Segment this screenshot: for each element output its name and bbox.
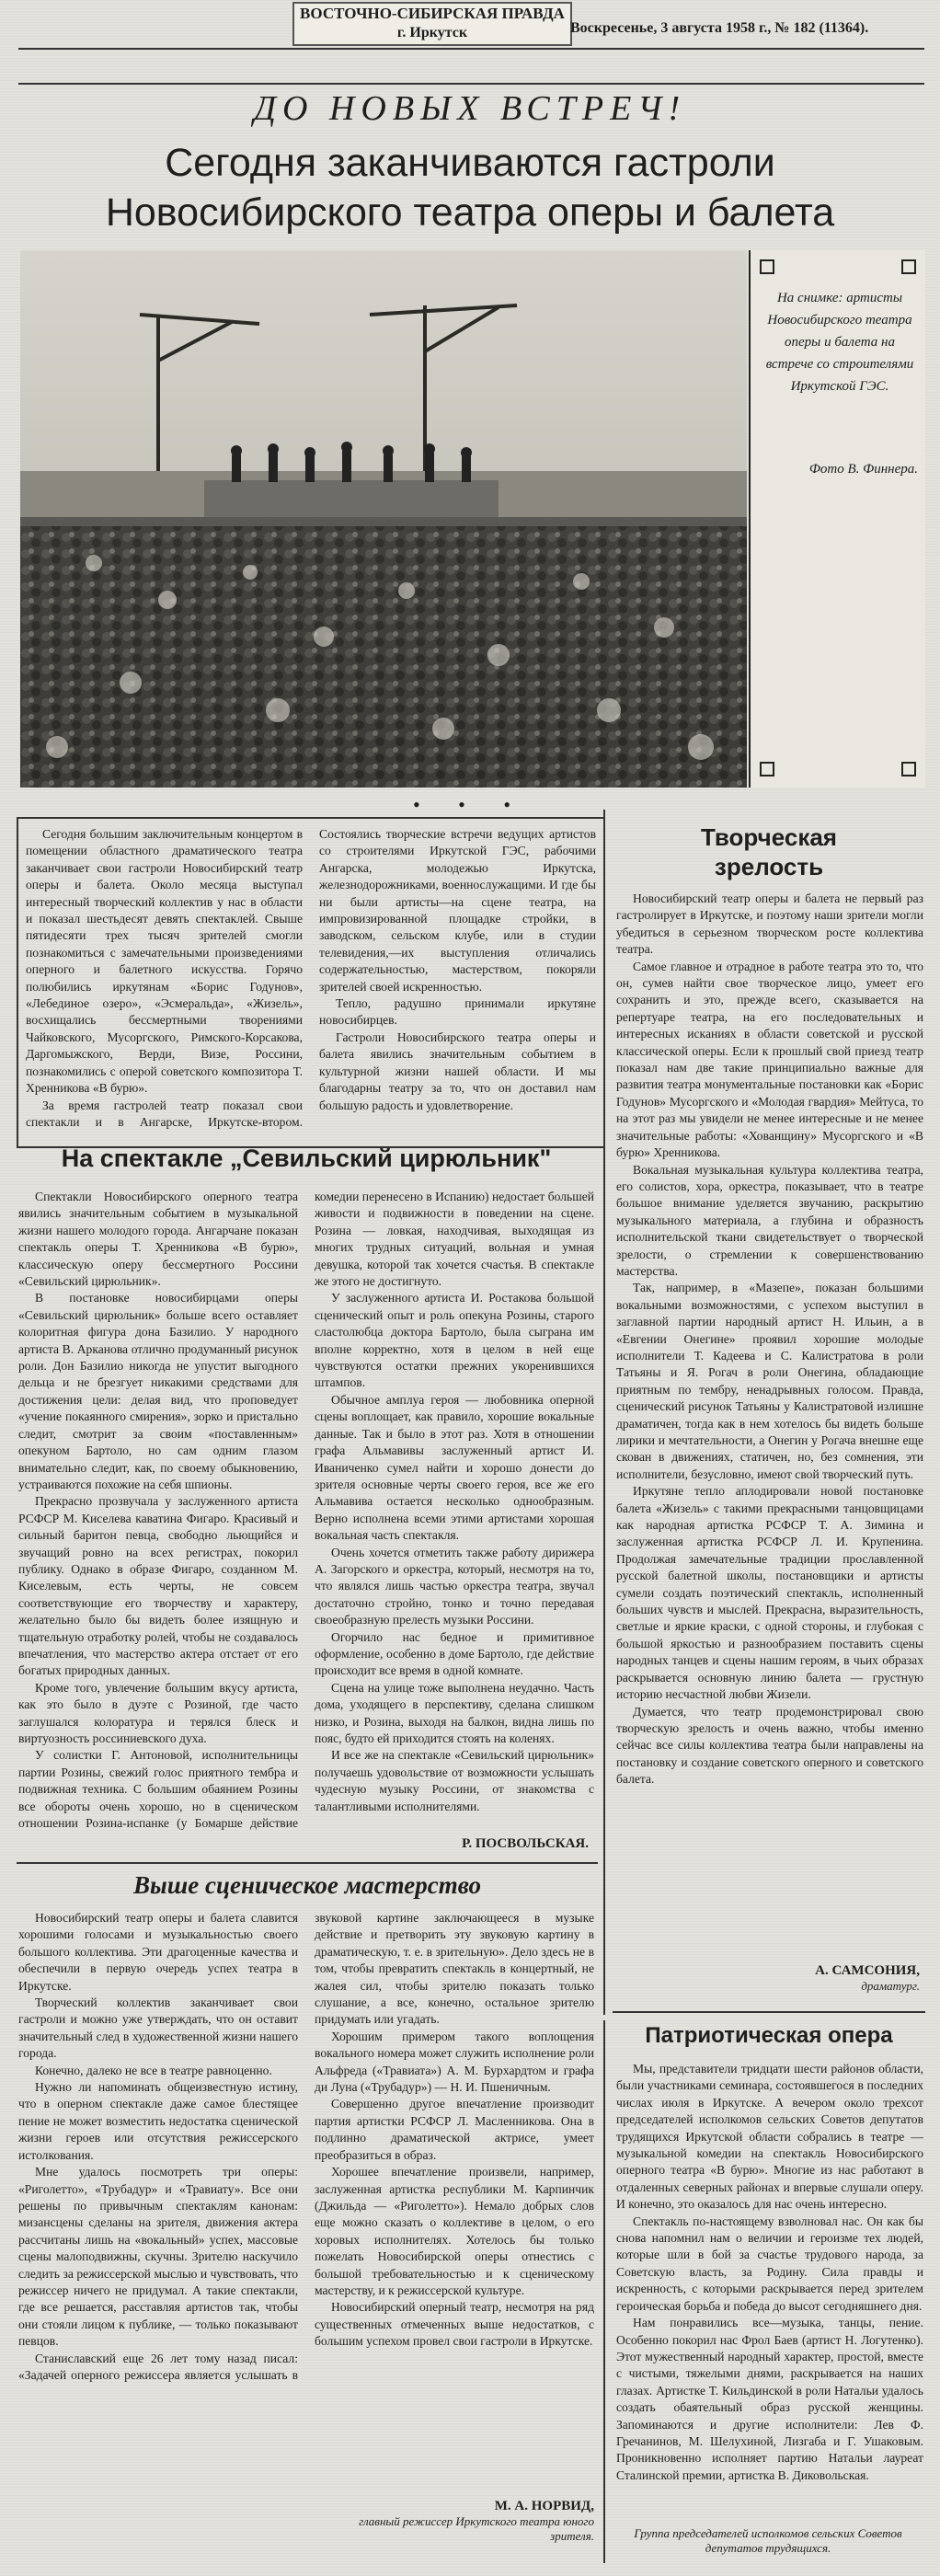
stage-paragraph: Нужно ли напоминать общеизвестную истину, что в оперном спектакле даже самое блестящее пение не может возместить недостатка сценической жизни героев или отсутствия режиссерского истолкования. — [18, 2080, 298, 2162]
maturity-paragraph: Вокальная музыкальная культура коллектива театра, его солистов, хора, оркестра, показывает, что в театре большое внимание уделяется звучанию, раскрытию музыкального материала, а глубина и образность исполнительской ткани свидетельствует о творческой зрелости, о стремлении к совершенствованию мастерства. — [616, 1162, 923, 1278]
barber-paragraph: Спектакли Новосибирского оперного театра явились значительным событием в музыкальной жизни нашего молодого города. Ангарчане показан спектакль оперы Т. Хренникова «В бурю», классическую оперу бессмертного Россини «Севильский цирюльник». — [18, 1190, 298, 1289]
headline-line-1: Сегодня заканчиваются гастроли — [165, 141, 775, 185]
stage-paragraph: Новосибирский оперный театр, несмотря на ряд существенных отмеченных выше недостатков, с большим успехом провел свои гастроли в Иркутске. — [315, 2300, 594, 2349]
barber-paragraph: У заслуженного артиста И. Ростакова большой сценический опыт и роль опекуна Розины, старого сластолюбца доктора Бартоло, была сыграна им вполне корректно, хотя в целом в ней еще чувствуются остатки прежних укоренившихся штампов. — [315, 1291, 594, 1390]
intro-paragraph: Тепло, радушно принимали иркутяне новосибирцев. — [319, 996, 596, 1028]
crowd-heads — [20, 526, 747, 788]
dateline: Воскресенье, 3 августа 1958 г., № 182 (11364). — [570, 20, 869, 36]
barber-paragraph: В постановке новосибирцами оперы «Севильский цирюльник» больше всего оставляет колоритная фигура дона Базилио. У народного артиста В. Арканова отлично продуманный рисунок роли. Дон Базилио никогда не упустит выгодного дельца и не брезгует никакими средствами для достижения цели: делая вид, что проповедует «учение покаянного смирения», зорко и пристально следит, смотрит за своим «поставленным» опекуном Бартоло, но сам одним глазом внимательно следит, как, по своему обыкновению, устраиваются похожие на себя шпионы. — [18, 1291, 298, 1491]
column-rule — [603, 2020, 605, 2563]
intro-box — [17, 817, 605, 1148]
barber-paragraph: И все же на спектакле «Севильский цирюльник» получаешь удовольствие от возможности услышать чудесную музыку Россини, от знакомства с талантливыми исполнителями. — [315, 1748, 594, 1813]
barber-paragraph: Очень хочется отметить также работу дирижера А. Загорского и оркестра, который, несмотря на то, что являлся лишь частью оркестра театра, звучал достаточно стройно, тонко и точно передавая своеобразную прелесть музыки Россини. — [315, 1545, 594, 1627]
maturity-paragraph: Новосибирский театр оперы и балета не первый раз гастролирует в Иркутске, и поэтому наши зрители могли убедиться в серьезном творческом росте коллектива театра. — [616, 891, 923, 957]
paper-name: ВОСТОЧНО-СИБИРСКАЯ ПРАВДА — [300, 5, 565, 22]
headline — [0, 138, 940, 237]
caption-corner-square — [760, 259, 774, 274]
maturity-title-line-1: Творческая — [701, 823, 837, 851]
maturity-author-role: драматург. — [861, 1979, 920, 1993]
concert-photo — [20, 250, 747, 788]
barber-paragraph: Огорчило нас бедное и примитивное оформление, особенно в доме Бартоло, где действие происходит все время в одной комнате. — [315, 1629, 594, 1678]
stage-paragraph: Хорошее впечатление произвели, например, заслуженная артистка республики М. Карпинчик (Джильда — «Риголетто»). Немало добрых слов еще можно сказать о коллективе в целом, о его хоровых исполнителях. Хотелось бы только пожелать Новосибирской оперы отнестись с большой требовательностью и к сценическому мастерству, и к режиссерской культуре. — [315, 2165, 594, 2297]
patriotic-paragraph: Мы, представители тридцати шести районов области, были участниками семинара, состоявшегося в последних числах июля в Иркутске. А вечером около трехсот председателей исполкомов сельских Советов депутатов трудящихся Иркутской области собрались в театре — музыкальной комедии на спектакль Новосибирского оперного театра «В бурю». Многие из нас работают в отдаленных северных районах и впервые слушали оперу. И конечно, это оказалось для нас очень интересно. — [616, 2062, 923, 2212]
maturity-title — [613, 822, 925, 881]
section-rule — [613, 2011, 925, 2013]
maturity-body — [616, 891, 923, 1958]
caption-corner-square — [901, 762, 916, 776]
stage-paragraph: Станиславский еще 26 лет тому назад писал: «Задачей оперного режиссера является услышать в звуковой картине заключающееся в музыке действие и претворить эту звуковую картину в драматическую, т. е. в зрительную». Дело здесь не в том, чтобы превратить спектакль в концертный, не жалея сил, чтобы зрителю показать только слушание, а все, конечно, остальное зрителю придумать или угадать. — [18, 1911, 594, 2382]
kicker-rule — [18, 83, 924, 85]
intro-paragraph: За время гастролей театр показал свои спектакли и в Ангарске, Иркутске-втором. Состоялись творческие встречи ведущих артистов со строителями Иркутской ГЭС, рабочими Ангарска, молодежью Иркутска, железнодорожниками, военнослужащими. И где бы ни были артисты—на сцене театра, на импровизированной площадке стройки, в заводском, сельском клубе, или в студии телевидения,—их выступления отличались содержательностью, мастерством, покоряли зрителей своей искренностью. — [26, 827, 596, 1129]
maturity-paragraph: Думается, что театр продемонстрировал свою творческую зрелость и очень важно, чтобы именно сейчас все силы коллектива театра были направлены на постановку и создание советского оперного и советского балета. — [616, 1704, 923, 1787]
intro-paragraph: Сегодня большим заключительным концертом в помещении областного драматического театра заканчивает свои гастроли Новосибирский театр оперы и балета. Около месяца выступал интересный творческий коллектив у нас в области и показал шестьдесят девять спектаклей. Свыше пятидесяти трех тысяч зрителей смогли познакомиться с замечательными произведениями оперного и балетного искусства. Горячо полюбились иркутянам «Борис Годунов», «Лебединое озеро», «Эсмеральда», «Жизель», восхищались бессмертными творениями Чайковского, Мусоргского, Римского-Корсакова, Даргомыжского, Верди, Визе, Россини, познакомились с оперой советского композитора Т. Хренникова «В бурю». — [26, 827, 303, 1096]
patriotic-body — [616, 2061, 923, 2521]
photo-credit: Фото В. Финнера. — [808, 462, 918, 477]
masthead-stamp — [292, 2, 572, 46]
stage-paragraph: Творческий коллектив заканчивает свои гастроли и можно уже утверждать, что он оставит значительный след в художественной жизни нашего города. — [18, 1995, 298, 2061]
caption-corner-square — [760, 762, 774, 776]
maturity-author: А. САМСОНИЯ, — [815, 1963, 920, 1978]
stage-body — [18, 1910, 594, 2495]
patriotic-paragraph: Спектакль по-настоящему взволновал нас. Он как бы снова напомнил нам о величии и героизме тех людей, которые шли в бой за счастье трудового народа, за Советскую власть, за Родину. Сила правды и искренность, с которыми раскрывается перед зрителем героическая борьба и победа до высот сегодняшнего дня. — [616, 2214, 923, 2313]
maturity-title-line-2: зрелость — [714, 853, 824, 880]
headline-line-2: Новосибирского театра оперы и балета — [105, 190, 835, 235]
section-rule — [17, 1862, 598, 1864]
stage-author-role: главный режиссер Иркутского театра юного зрителя. — [359, 2514, 594, 2543]
barber-body — [18, 1189, 594, 1833]
barber-paragraph: Прекрасно прозвучала у заслуженного артиста РСФСР М. Киселева каватина Фигаро. Красивый и сильный баритон певца, свободно льющийся и звучащий ровно на всех регистрах, покорил публику. Однако в образе Фигаро, созданном М. Киселевым, есть черты, не совсем соответствующие его творчеству и характеру, желательно было бы видеть более изящную и тщательную отработку ролей, чтобы не создавалось впечатления, что мастерство актера отстает от его богатых природных данных. — [18, 1494, 298, 1678]
maturity-signature — [616, 1963, 920, 1994]
stage-paragraph: Новосибирский театр оперы и балета славится хорошими голосами и музыкальностью своего большого коллектива. Эти драгоценные качества и обеспечили в первую очередь успех театра в Иркутске. — [18, 1911, 298, 1993]
barber-paragraph: Обычное амплуа героя — любовника оперной сцены воплощает, как правило, хорошие вокальные данные. Так и было в этот раз. Хотя в отношении графа Альмавивы заслуженный артист И. Иваниченко сумел найти и хорошо донести до зрителя основные черты своего героя, все же его Альмавива остается несколько однообразным. Верно исполнена всеми этими артистами хорошая вокальная часть спектакля. — [315, 1392, 594, 1543]
intro-paragraph: Гастроли Новосибирского театра оперы и балета явились значительным событием в культурной жизни нашей области. И мы благодарны театру за то, что он доставил нам большую радость и удовлетворение. — [319, 1029, 596, 1112]
patriotic-signature: Группа председателей исполкомов сельских Советов депутатов трудящихся. — [634, 2526, 902, 2555]
barber-paragraph: У солистки Г. Антоновой, исполнительницы партии Розины, свежий голос приятного тембра и подвижная техника. С большим обаянием Розины все обороты очень хорошо, но в сценическом отношении Розина-испанке (у Бомарше действие комедии перенесено в Испанию) недостает большей живости и подвижности в поведении на сцене. Розина — ловкая, находчивая, выходящая из многих трудных ситуаций, вольная и умная девушка, которой так хочется счастья. В спектакле же этого не достигнуто. — [18, 1190, 594, 1831]
photo-caption: На снимке: артисты Новосибирского театра оперы и балета на встрече со строителями Иркутской ГЭС. — [765, 291, 914, 394]
stage-title: Выше сценическое мастерство — [133, 1871, 481, 1899]
stage-paragraph: Хорошим примером такого воплощения вокального номера может служить исполнение роли Альфреда («Травиата») А. М. Бурхардтом и графа ди Луна («Трубадур») — Н. И. Пшеничным. — [315, 2029, 594, 2095]
barber-paragraph: Сцена на улице тоже выполнена неудачно. Часть дома, уходящего в перспективу, сделана слишком низко, и Розина, выходя на балкон, видна лишь по пояс, будто ей приходится стоять на коленях. — [315, 1680, 594, 1745]
barber-title: На спектакле „Севильский цирюльник" — [61, 1144, 552, 1172]
paper-city: г. Иркутск — [396, 25, 468, 40]
patriotic-title: Патриотическая опера — [645, 2023, 893, 2048]
stage-paragraph: Мне удалось посмотреть три оперы: «Риголетто», «Трубадур» и «Травиату». Все они решены по привычным спектаклям канонам: мизансцены сделаны на зрителя, движения актера рассчитаны лишь на «вокальный» успех, массовые сцены малоподвижны, скучны. Зрителю наскучило следить за режиссерской мыслью и чувствовать, что режиссер ничего не придумал. А такие спектакли, где все решается, расставляя артистов так, чтобы они стояли лицом к публике, — только показывают певцов. — [18, 2165, 298, 2349]
photo-caption-box — [749, 250, 925, 788]
kicker: ДО НОВЫХ ВСТРЕЧ! — [253, 89, 687, 128]
stage-signature — [313, 2499, 594, 2544]
maturity-paragraph: Иркутяне тепло аплодировали новой постановке балета «Жизель» с такими прекрасными танцовщицами как народная артистка РСФСР Т. А. Зимина и заслуженная артистка РСФСР Л. И. Крупенина. Продолжая замечательные традиции прославленной русской балетной школы, постановщики и артисты сумели создать поэтический спектакль, исполненный больших чувств и мыслей. Прекрасна, выразительность, светлые и яркие краски, с одной стороны, и глубокая с большой яркостью и разнообразием поставить сцены народных танцев и сцены нашим героям, в чьих образах раскрывается основную линию балета — грустную историю несчастной любви Жизели. — [616, 1484, 923, 1702]
stage-author: М. А. НОРВИД, — [494, 2499, 594, 2513]
maturity-paragraph: Так, например, в «Мазепе», показан большими вокальными возможностями, с успехом выступил в заглавной партии народный артист Н. Ильин, а в «Евгении Онегине» проявил хорошие молодые исполнители Т. Кадеева и С. Калистратова в роли Татьяны и Я. Рогач в роли Онегина, обладающие приятным по тембру, ненадрывных голосом. Правда, сценический рисунок Татьяны у Калистратовой излишне драматичен, тогда как в нем хотелось бы видеть больше лирики и мечтательности, а Онегин у Рогача внешне еще скован в движениях, статичен, но, без сомнения, эти исполнители, безусловно, имеют свой творческий путь. — [616, 1281, 923, 1481]
column-rule — [603, 810, 605, 2015]
caption-corner-square — [901, 259, 916, 274]
section-divider: • • • — [412, 793, 528, 816]
stage-paragraph: Конечно, далеко не все в театре равноценно. — [35, 2063, 272, 2077]
barber-signature: Р. ПОСВОЛЬСКАЯ. — [462, 1836, 589, 1851]
maturity-paragraph: Самое главное и отрадное в работе театра это то, что он, сумев найти свое творческое лицо, умеет его сохранить и это, прежде всего, сказывается на репертуаре театра, на его последовательных и интересных исканиях в области советской и русской классической оперы. Если к прошлый свой приезд театр показал нам две такие принципиально важные для развития театра монументальные постановки как «Борис Годунов» Мусоргского и «Молодая гвардия» Мейтуса, то на этот раз мы увидели не менее интересные и не менее значительные работы: «Хованщину» Мусоргского и «В бурю» Хренникова. — [616, 959, 923, 1160]
patriotic-paragraph: Нам понравились все—музыка, танцы, пение. Особенно покорил нас Фрол Баев (артист Н. Логутенко). Этот мужественный народный характер, простой, вместе с чистыми, тяжелыми днями, раскрывается на наших глазах. Артистке Т. Кильдинской в роли Натальи удалось создать обаятельный образ русской женщины. Запоминаются и другие исполнители: Лев Ф. Гречанинов, М. Шелухиной, Лизгаба и Г. Ушаковым. Проникновенно исполняет партию Натальи лауреат Сталинской премии, артистка В. Диковольская. — [616, 2316, 923, 2482]
stage — [204, 480, 499, 517]
barber-paragraph: Кроме того, увлечение большим вкусу артиста, как это было в дуэте с Розиной, где часто заглушался колоратура и терялся блеск и виртуозность россиниевского духа. — [18, 1680, 298, 1745]
crowd-photo-illustration — [20, 250, 747, 788]
stage-paragraph: Совершенно другое впечатление производит партия артистки РСФСР Л. Масленникова. Она в подлинно драматической актрисе, умеет преобразиться в образ. — [315, 2097, 594, 2162]
top-rule — [18, 48, 924, 50]
